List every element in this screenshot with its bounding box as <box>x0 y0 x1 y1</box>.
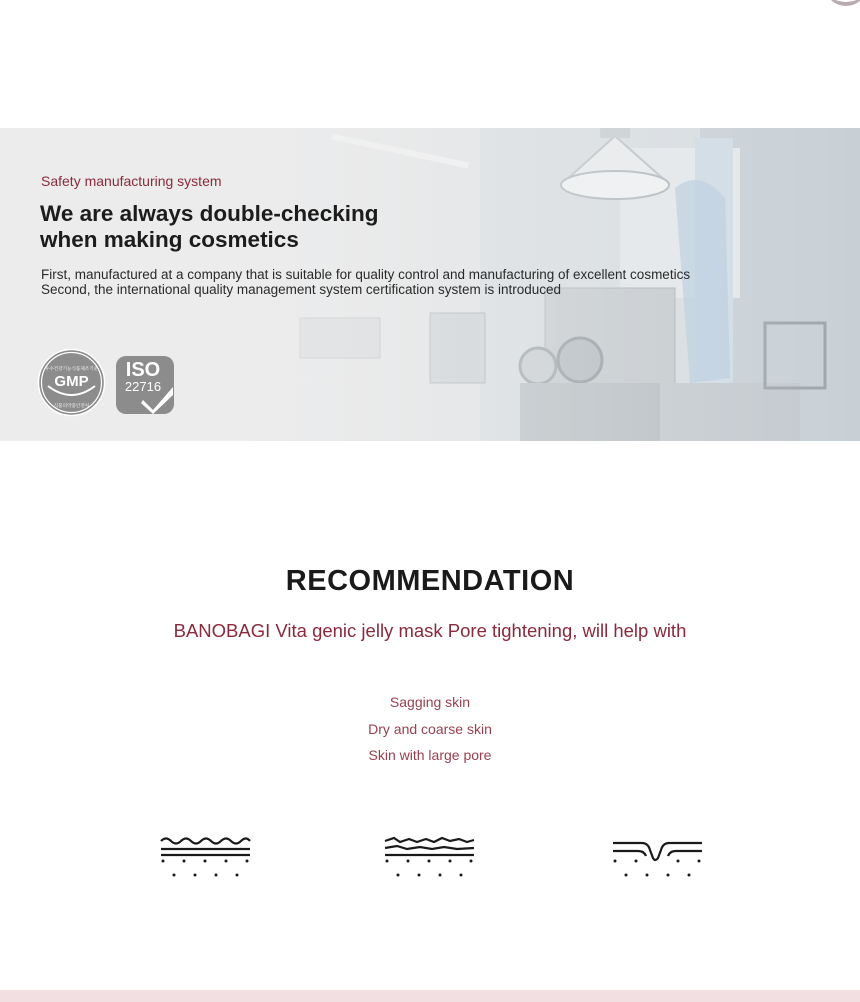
gmp-badge-top-text: 우수건강기능식품제조기준 <box>44 367 99 372</box>
footer-band <box>0 990 860 1002</box>
gmp-badge-main-text: GMP <box>54 373 89 390</box>
large-pore-icon <box>610 836 704 882</box>
banner-desc-line1: First, manufactured at a company that is suitable for quality control and manufacturing of excellent cosmetics <box>41 267 691 282</box>
iso-badge-main-text: ISO <box>125 359 161 381</box>
list-item: Skin with large pore <box>368 747 492 763</box>
recommendation-subtitle: BANOBAGI Vita genic jelly mask Pore tightening, will help with <box>173 620 687 641</box>
corner-decoration <box>826 0 860 6</box>
gmp-certification-badge <box>37 348 106 417</box>
recommendation-list <box>0 689 860 769</box>
banner-title-line2: when making cosmetics <box>40 227 299 252</box>
iso-certification-badge <box>115 355 175 415</box>
banner-title <box>40 201 378 253</box>
recommendation-title: RECOMMENDATION <box>285 565 575 597</box>
iso-badge-number-text: 22716 <box>124 379 162 394</box>
wavy-skin-icon <box>158 836 252 882</box>
banner-title-line1: We are always double-checking <box>40 201 379 226</box>
gmp-badge-bottom-text: 식품의약품안전처 <box>53 404 90 409</box>
safety-manufacturing-banner <box>0 128 860 441</box>
banner-desc-line2: Second, the international quality management system certification system is introduced <box>41 281 562 297</box>
banner-description <box>41 268 690 297</box>
rough-skin-icon <box>382 836 476 882</box>
list-item: Sagging skin <box>389 694 471 710</box>
list-item: Dry and coarse skin <box>368 720 492 737</box>
banner-eyebrow: Safety manufacturing system <box>41 173 222 189</box>
